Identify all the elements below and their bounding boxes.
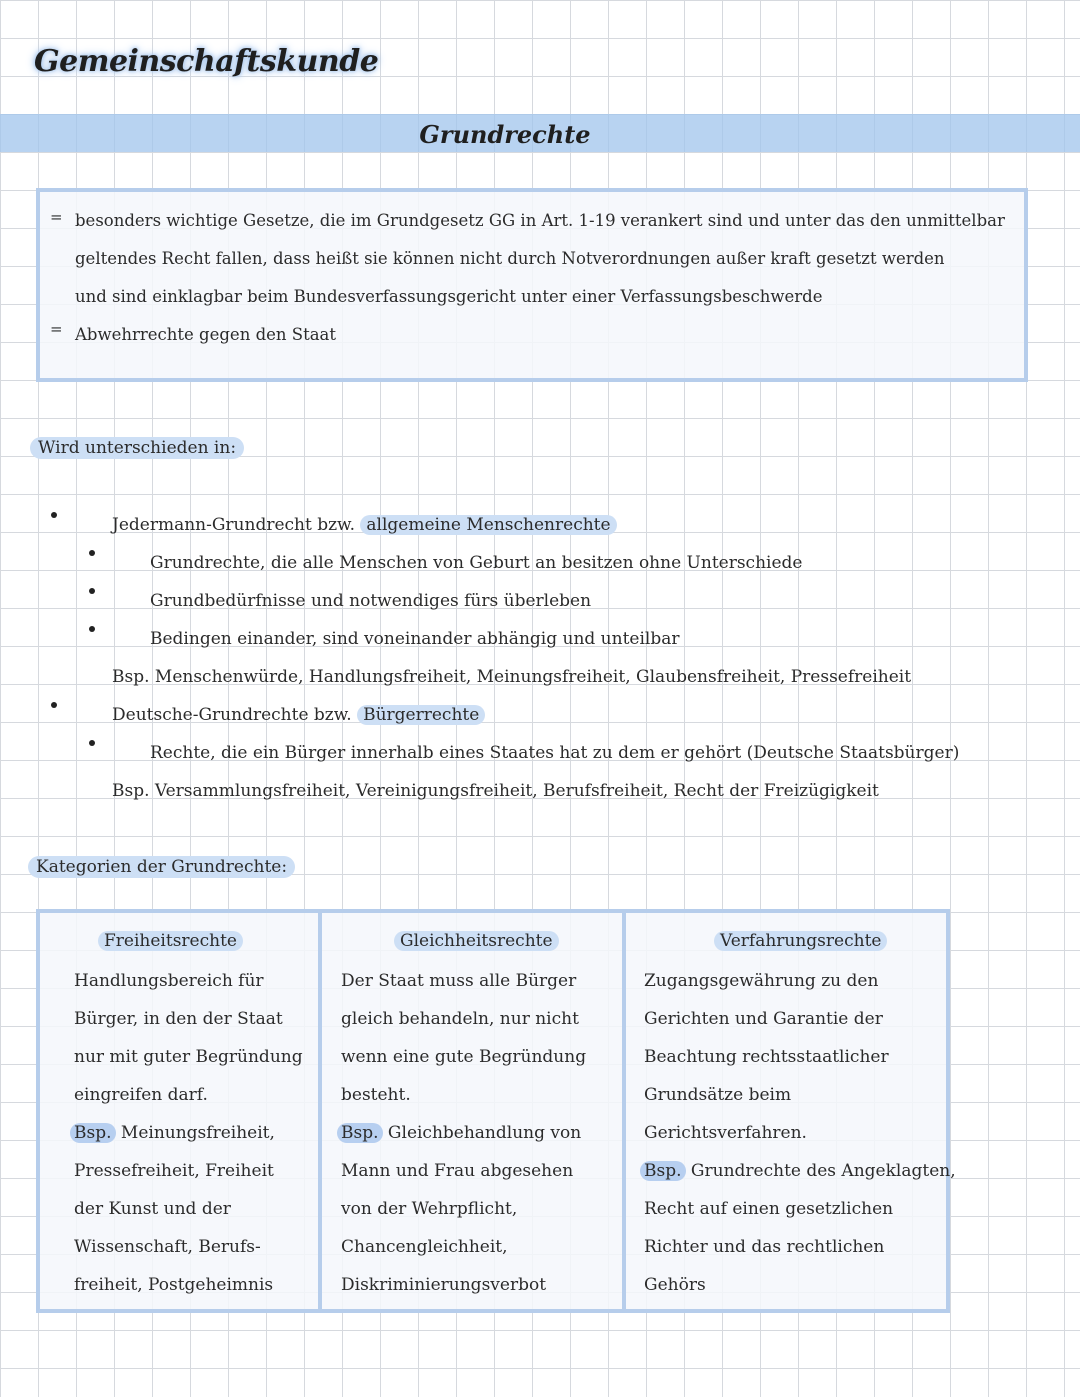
bsp-badge: Bsp. [337,1123,383,1143]
column-title-verfahrungsrechte: Verfahrungsrechte [714,931,887,951]
column-text-gleichheitsrechte [341,962,586,1304]
bsp-first: Grundrechte des Angeklagten, [690,1161,956,1181]
item1-title [112,514,617,536]
text-line: der Kunst und der [74,1199,231,1219]
text-line: Der Staat muss alle Bürger [341,971,577,991]
topic-title: Grundrechte [419,120,591,149]
bullet-dot [89,550,95,556]
bsp-badge: Bsp. [640,1161,686,1181]
definition-line-2: geltendes Recht fallen, dass heißt sie können nicht durch Notverordnungen außer kraft gesetzt werden [75,249,945,268]
text-line: Zugangsgewährung zu den [644,971,879,991]
definition-bullet-1: = [50,208,63,226]
text-line: Gerichtsverfahren. [644,1123,807,1143]
column-text-freiheitsrechte [74,962,303,1304]
text-line: Gerichten und Garantie der [644,1009,883,1029]
text-line: freiheit, Postgeheimnis [74,1275,274,1295]
bullet-dot [51,512,57,518]
bullet-dot [89,626,95,632]
text-line: Richter und das rechtlichen [644,1237,885,1257]
text-line: Diskriminierungsverbot [341,1275,547,1295]
item1-sub-3: Bedingen einander, sind voneinander abhängig und unteilbar [150,629,680,649]
text-line: nur mit guter Begründung [74,1047,303,1067]
bsp-line [341,1114,586,1152]
text-line: Pressefreiheit, Freiheit [74,1161,274,1181]
bsp-line [644,1152,956,1190]
text-line: Gehörs [644,1275,706,1295]
text-line: eingreifen darf. [74,1085,208,1105]
column-title-gleichheitsrechte: Gleichheitsrechte [394,931,559,951]
text-line: besteht. [341,1085,411,1105]
bullet-dot [51,702,57,708]
text-line: wenn eine gute Begründung [341,1047,587,1067]
column-text-verfahrungsrechte [644,962,956,1304]
text-line: Wissenschaft, Berufs- [74,1237,261,1257]
item1-example: Bsp. Menschenwürde, Handlungsfreiheit, Meinungsfreiheit, Glaubensfreiheit, Pressefreiheit [112,667,912,687]
item2-example: Bsp. Versammlungsfreiheit, Vereinigungsfreiheit, Berufsfreiheit, Recht der Freizügigkeit [112,781,879,801]
text-line: gleich behandeln, nur nicht [341,1009,579,1029]
column-divider [622,909,626,1313]
text-line: Bürger, in den der Staat [74,1009,283,1029]
item2-prefix: Deutsche-Grundrechte bzw. [112,705,352,725]
definition-line-4: Abwehrrechte gegen den Staat [75,325,337,344]
item1-sub-2: Grundbedürfnisse und notwendiges fürs überleben [150,591,592,611]
bullet-dot [89,588,95,594]
item1-prefix: Jedermann-Grundrecht bzw. [112,515,355,535]
text-line: Mann und Frau abgesehen [341,1161,574,1181]
distinction-heading: Wird unterschieden in: [30,437,244,459]
column-divider [318,909,322,1313]
text-line: Recht auf einen gesetzlichen [644,1199,894,1219]
bsp-first: Meinungsfreiheit, [120,1123,275,1143]
text-line: Chancengleichheit, [341,1237,508,1257]
item2-sub-1: Rechte, die ein Bürger innerhalb eines Staates hat zu dem er gehört (Deutsche Staatsbürger) [150,743,960,763]
text-line: Handlungsbereich für [74,971,264,991]
item2-highlight: Bürgerrechte [357,705,485,725]
page-title: Gemeinschaftskunde [34,44,379,79]
text-line: von der Wehrpflicht, [341,1199,518,1219]
item1-sub-1: Grundrechte, die alle Menschen von Geburt an besitzen ohne Unterschiede [150,553,803,573]
text-line: Grundsätze beim [644,1085,792,1105]
column-title-freiheitsrechte: Freiheitsrechte [98,931,243,951]
bullet-dot [89,740,95,746]
item1-highlight: allgemeine Menschenrechte [360,515,616,535]
definition-line-3: und sind einklagbar beim Bundesverfassungsgericht unter einer Verfassungsbeschwerde [75,287,823,306]
text-line: Beachtung rechtsstaatlicher [644,1047,889,1067]
item2-title [112,704,485,726]
categories-heading: Kategorien der Grundrechte: [28,856,295,878]
bsp-first: Gleichbehandlung von [387,1123,582,1143]
bsp-line [74,1114,303,1152]
definition-line-1: besonders wichtige Gesetze, die im Grundgesetz GG in Art. 1-19 verankert sind und unter das den unmittelbar [75,211,1005,230]
bsp-badge: Bsp. [70,1123,116,1143]
definition-bullet-2: = [50,320,63,338]
